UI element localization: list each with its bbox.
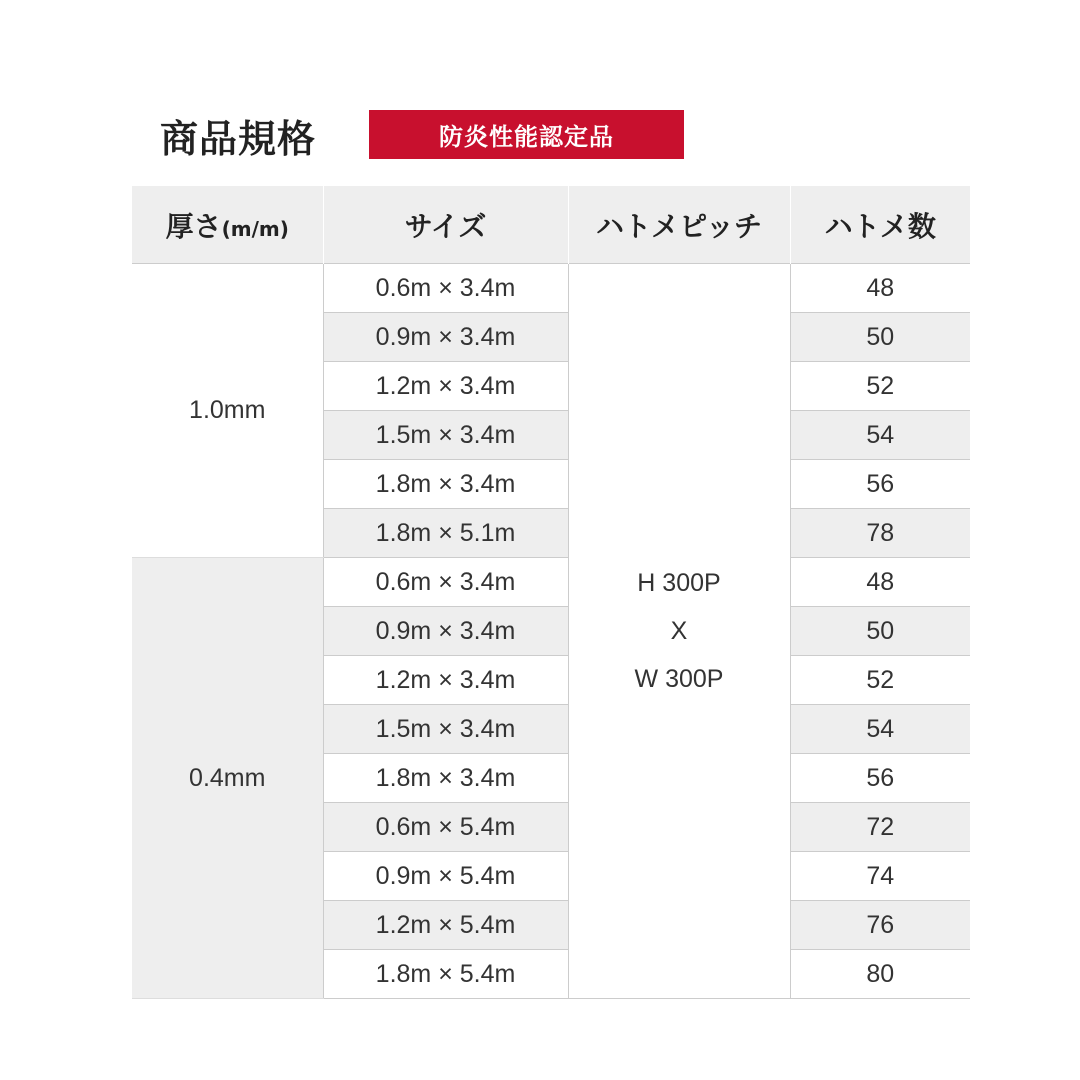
thickness-cell: 1.0mm xyxy=(132,264,323,558)
size-cell: 0.9m × 5.4m xyxy=(323,852,568,901)
size-cell: 1.5m × 3.4m xyxy=(323,411,568,460)
count-cell: 78 xyxy=(790,509,970,558)
size-cell: 1.8m × 5.4m xyxy=(323,950,568,999)
count-cell: 74 xyxy=(790,852,970,901)
certification-badge: 防炎性能認定品 xyxy=(369,110,684,159)
page-header xyxy=(160,110,316,160)
pitch-line: H 300P xyxy=(637,569,721,597)
column-header-size: サイズ xyxy=(323,186,568,264)
count-cell: 52 xyxy=(790,362,970,411)
count-cell: 56 xyxy=(790,460,970,509)
page-title: 商品規格 xyxy=(160,116,317,161)
count-cell: 56 xyxy=(790,754,970,803)
size-cell: 1.8m × 3.4m xyxy=(323,754,568,803)
count-cell: 48 xyxy=(790,264,970,313)
count-cell: 50 xyxy=(790,313,970,362)
size-cell: 0.9m × 3.4m xyxy=(323,607,568,656)
count-cell: 54 xyxy=(790,705,970,754)
count-cell: 50 xyxy=(790,607,970,656)
size-cell: 1.8m × 3.4m xyxy=(323,460,568,509)
size-cell: 0.6m × 3.4m xyxy=(323,264,568,313)
thickness-label: 厚さ xyxy=(165,209,222,243)
table-row xyxy=(132,558,970,607)
spec-table xyxy=(132,186,970,999)
size-cell: 1.2m × 3.4m xyxy=(323,656,568,705)
count-cell: 48 xyxy=(790,558,970,607)
size-cell: 0.9m × 3.4m xyxy=(323,313,568,362)
size-cell: 1.2m × 5.4m xyxy=(323,901,568,950)
count-cell: 72 xyxy=(790,803,970,852)
size-cell: 0.6m × 5.4m xyxy=(323,803,568,852)
table-row xyxy=(132,264,970,313)
pitch-cell xyxy=(568,264,790,999)
count-cell: 52 xyxy=(790,656,970,705)
size-cell: 1.8m × 5.1m xyxy=(323,509,568,558)
thickness-unit: (m/m) xyxy=(221,216,289,241)
thickness-cell: 0.4mm xyxy=(132,558,323,999)
pitch-line: X xyxy=(670,617,688,645)
count-cell: 54 xyxy=(790,411,970,460)
pitch-line: W 300P xyxy=(634,665,724,693)
column-header-thickness xyxy=(132,186,323,264)
table-header-row xyxy=(132,186,970,264)
size-cell: 1.2m × 3.4m xyxy=(323,362,568,411)
count-cell: 80 xyxy=(790,950,970,999)
size-cell: 1.5m × 3.4m xyxy=(323,705,568,754)
size-cell: 0.6m × 3.4m xyxy=(323,558,568,607)
column-header-pitch: ハトメピッチ xyxy=(568,186,790,264)
column-header-count: ハトメ数 xyxy=(790,186,970,264)
count-cell: 76 xyxy=(790,901,970,950)
